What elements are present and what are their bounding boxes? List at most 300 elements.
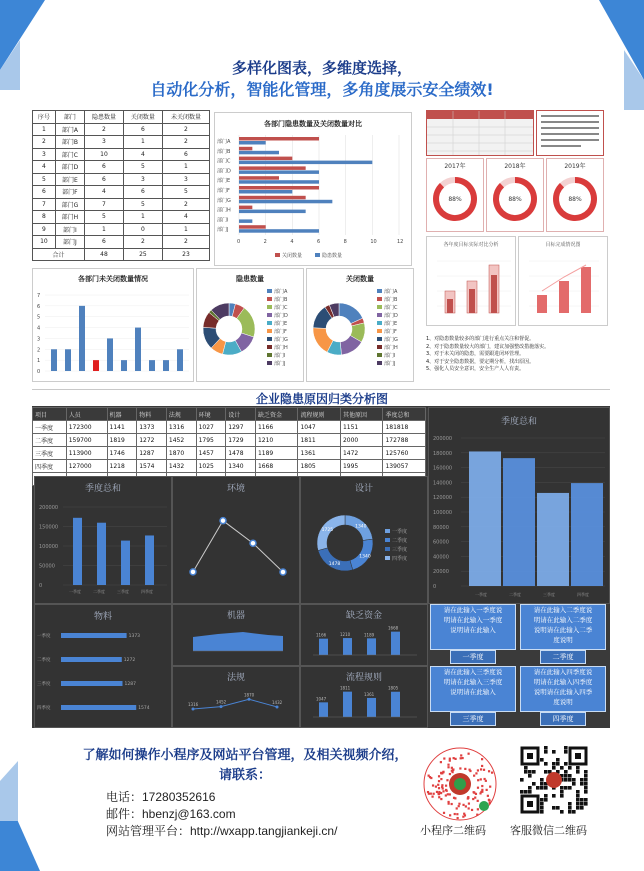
summary-cell: 1995: [340, 460, 382, 473]
summary-cell: 1811: [298, 434, 340, 447]
table-row: [33, 434, 426, 447]
year-card-percent: 88%: [508, 196, 522, 203]
qtotal-category: 四季度: [141, 589, 153, 594]
donut-legend-label: 部门B: [384, 297, 398, 303]
material-bar: [61, 633, 127, 638]
bar-comparison-category: 部门G: [217, 197, 231, 204]
completion-panel: [518, 236, 608, 326]
quarter-note-line: 说明请在此输入: [450, 626, 496, 634]
dept-cell: 6: [123, 123, 162, 136]
quarter-note-line: 请在此输入一季度说: [443, 606, 503, 614]
bar-comparison-category: 部门F: [217, 188, 230, 194]
quarter-note-box: [430, 666, 516, 712]
summary-cell: 三季度: [33, 447, 67, 460]
dept-cell: 部门D: [55, 161, 84, 174]
summary-cell: 1027: [196, 421, 226, 434]
hazard-bar: [239, 151, 279, 155]
donut-legend-label: 部门C: [384, 305, 398, 311]
dept-cell: 部门C: [55, 148, 84, 161]
dept-cell: 4: [84, 186, 123, 199]
dept-cell: 4: [33, 161, 56, 174]
material-value: 1373: [128, 634, 141, 639]
quarter-note-line: 请在此输入三季度说: [443, 668, 503, 676]
summary-cell: 1297: [226, 421, 256, 434]
material-bar: [61, 657, 122, 662]
quarter-note-line: 明请在此输入一季度: [443, 616, 503, 624]
quarter-button[interactable]: 四季度: [540, 712, 586, 726]
unclosed-tick: 0: [37, 369, 41, 375]
design-legend-swatch: [385, 529, 390, 533]
summary-cell: 1141: [107, 421, 137, 434]
table-row: [33, 460, 426, 473]
summary-cell: 1316: [166, 421, 196, 434]
bar-comparison-tick: 8: [343, 239, 347, 245]
tile-machine: [172, 604, 300, 666]
year-card: [546, 158, 604, 232]
quarter-button[interactable]: 二季度: [540, 650, 586, 664]
donut-legend-label: 部门C: [274, 305, 288, 311]
qtotal-tick: 200000: [39, 505, 59, 511]
rtotal-category: 四季度: [577, 592, 589, 597]
donut-hazard-title: 隐患数量: [236, 275, 264, 283]
law-value: 1432: [272, 699, 283, 705]
material-chart: [35, 621, 171, 727]
tile-quarter-total-title: 季度总和: [84, 484, 121, 494]
corner-decoration-bottom-left: [0, 761, 50, 871]
donut-legend-label: 部门J: [384, 361, 396, 367]
fund-bar: [319, 639, 328, 655]
dept-cell: 4: [123, 148, 162, 161]
hazard-bar: [239, 219, 252, 223]
donut-closed-chart: [307, 285, 413, 379]
dept-cell: 1: [84, 223, 123, 236]
closed-bar: [239, 186, 319, 190]
donut-legend-swatch: [267, 297, 272, 301]
process-bar: [319, 702, 328, 717]
donut-legend-label: 部门I: [384, 353, 396, 359]
dept-header-cell: 隐患数量: [84, 111, 123, 124]
quarter-note-line: 请在此输入四季度说: [533, 668, 593, 676]
summary-cell: 1166: [255, 421, 297, 434]
unclosed-bar: [177, 349, 183, 371]
bar-comparison-tick: 6: [317, 239, 321, 245]
design-legend-swatch: [385, 538, 390, 542]
donut-legend-label: 部门H: [274, 345, 288, 351]
quarter-note-line: 度说明: [553, 698, 573, 706]
unclosed-tick: 2: [37, 347, 41, 354]
design-legend-label: 二季度: [392, 538, 408, 544]
summary-cell: 1870: [166, 447, 196, 460]
dept-cell: 部门A: [55, 123, 84, 136]
summary-cell: 1047: [298, 421, 340, 434]
summary-cell: 1729: [226, 434, 256, 447]
donut-legend-swatch: [377, 305, 382, 309]
bullet-item: 3、对于未关闭的隐患，需要跟进闭环管理。: [426, 351, 525, 357]
material-value: 1574: [138, 706, 150, 711]
dept-cell: 6: [123, 186, 162, 199]
hazard-bar: [239, 170, 319, 174]
law-point: [220, 705, 223, 708]
tile-process: [300, 666, 428, 728]
machine-chart: [173, 619, 299, 665]
summary-header-cell: 季度总和: [383, 408, 426, 421]
quarter-note-box: [520, 666, 606, 712]
unclosed-bar: [65, 349, 71, 371]
tile-environment-title: 环境: [226, 484, 245, 494]
summary-cell: 1272: [137, 434, 167, 447]
year-card: [486, 158, 544, 232]
qtotal-category: 一季度: [69, 589, 81, 594]
dept-total-cell: 25: [123, 248, 162, 261]
mini-text-lines: [537, 111, 603, 155]
qtotal-tick: 100000: [39, 544, 59, 550]
quarter-button[interactable]: 一季度: [450, 650, 496, 664]
closed-bar: [239, 176, 279, 180]
law-point: [248, 698, 251, 701]
donut-legend-label: 部门J: [274, 361, 286, 367]
environment-point: [250, 540, 256, 546]
design-slice: [318, 548, 353, 571]
summary-header-cell: 缺乏资金: [255, 408, 297, 421]
unclosed-bar: [121, 360, 127, 371]
dept-header-cell: 未关闭数量: [162, 111, 209, 124]
donut-legend-swatch: [377, 289, 382, 293]
tile-material-title: 物料: [93, 612, 112, 622]
material-value: 1272: [123, 658, 136, 663]
bar-comparison-category: 部门C: [217, 158, 231, 165]
quarter-button[interactable]: 三季度: [450, 712, 496, 726]
bar-comparison-panel: [214, 112, 412, 266]
dept-cell: 3: [84, 136, 123, 149]
summary-cell: 1478: [226, 447, 256, 460]
donut-legend-label: 部门D: [274, 313, 288, 319]
summary-cell: 1151: [340, 421, 382, 434]
unclosed-chart: [33, 287, 193, 381]
unclosed-tick: 7: [37, 293, 41, 299]
dept-cell: 部门F: [55, 186, 84, 199]
tile-law: [172, 666, 300, 728]
unclosed-bar: [51, 349, 57, 371]
summary-header: [33, 408, 426, 421]
dept-cell: 0: [123, 223, 162, 236]
dept-cell: 6: [33, 186, 56, 199]
process-value: 1811: [340, 685, 351, 691]
summary-header-cell: 项目: [33, 408, 67, 421]
dept-cell: 6: [162, 148, 209, 161]
fund-chart: [301, 619, 427, 665]
donut-legend-label: 部门G: [274, 337, 288, 343]
closed-bar: [239, 157, 292, 161]
year-card-label: 2018年: [504, 163, 526, 170]
fund-value: 1189: [364, 632, 375, 638]
tile-environment: [172, 476, 300, 604]
tile-right-total: [428, 407, 610, 604]
table-row: [33, 236, 210, 249]
design-slice-label: 1340: [359, 554, 371, 560]
rtotal-category: 二季度: [509, 592, 521, 597]
rtotal-tick: 120000: [433, 495, 453, 502]
footer-line2: 请联系：: [218, 768, 271, 783]
dept-header-cell: 序号: [33, 111, 56, 124]
dept-cell: 3: [123, 173, 162, 186]
summary-cell: 159700: [66, 434, 107, 447]
unclosed-tick: 5: [37, 314, 41, 321]
quarter-total-chart: [35, 493, 171, 603]
tile-fund-title: 缺乏资金: [345, 611, 382, 621]
bar-comparison-category: 部门A: [217, 139, 231, 145]
summary-cell: 四季度: [33, 460, 67, 473]
quarter-note-box: [520, 604, 606, 650]
design-slice-label: 1478: [328, 562, 341, 568]
unclosed-bar: [107, 338, 113, 371]
donut-legend-label: 部门A: [384, 289, 398, 295]
design-legend-swatch: [385, 547, 390, 551]
tile-machine-title: 机器: [226, 611, 245, 621]
rtotal-tick: 60000: [433, 539, 449, 546]
rtotal-tick: 0: [433, 584, 437, 590]
environment-point: [280, 569, 286, 575]
unclosed-title: 各部门未关闭数量情况: [78, 275, 148, 283]
analysis-bullets: [426, 336, 616, 374]
design-legend-label: 三季度: [392, 547, 408, 553]
table-row: [33, 198, 210, 211]
material-category: 二季度: [37, 658, 51, 663]
bullet-item: 2、对于隐患数量较大的部门，建议加强整改措施落实。: [426, 343, 550, 350]
process-bar: [391, 692, 400, 717]
rtotal-bar: [503, 458, 535, 586]
qtotal-category: 二季度: [93, 589, 105, 594]
unclosed-bar: [149, 360, 155, 371]
dept-header-cell: 部门: [55, 111, 84, 124]
closed-bar: [239, 225, 266, 229]
summary-header-cell: 设计: [226, 408, 256, 421]
process-chart: [301, 681, 427, 727]
donut-legend-swatch: [377, 313, 382, 317]
tile-design: [300, 476, 428, 604]
dept-cell: 2: [33, 136, 56, 149]
summary-table: [32, 407, 426, 486]
process-bar: [367, 698, 376, 717]
summary-cell: 125760: [383, 447, 426, 460]
law-value: 1452: [216, 699, 227, 705]
dept-total-row: [33, 248, 210, 261]
table-row: [33, 186, 210, 199]
summary-cell: 1287: [137, 447, 167, 460]
year-card-label: 2017年: [444, 163, 466, 170]
mini-text-block: [536, 110, 604, 156]
donut-legend-label: 部门I: [274, 353, 286, 359]
headline-line2: 自动化分析，智能化管理，多角度展示安全绩效!: [150, 80, 494, 99]
contact-phone: 电话：17280352616: [106, 790, 216, 804]
table-row: [33, 211, 210, 224]
summary-header-cell: 人员: [66, 408, 107, 421]
donut-legend-swatch: [377, 361, 382, 365]
dept-cell: 7: [84, 198, 123, 211]
rtotal-category: 一季度: [475, 592, 487, 597]
dept-cell: 10: [84, 148, 123, 161]
material-category: 四季度: [37, 706, 51, 711]
summary-cell: 2000: [340, 434, 382, 447]
process-value: 1047: [316, 696, 327, 702]
unclosed-bar: [79, 306, 85, 371]
fund-bar: [391, 632, 400, 655]
qtotal-bar: [73, 518, 82, 585]
donut-legend-label: 部门F: [274, 329, 287, 335]
hazard-bar: [239, 210, 306, 214]
closed-bar: [239, 206, 252, 210]
donut-legend-swatch: [377, 353, 382, 357]
closed-bar: [239, 147, 252, 151]
summary-cell: 1189: [255, 447, 297, 460]
completion-bar-3: [581, 267, 591, 313]
rtotal-tick: 140000: [433, 480, 453, 487]
donut-legend-swatch: [267, 345, 272, 349]
dept-cell: 2: [123, 236, 162, 249]
dept-header-cell: 关闭数量: [123, 111, 162, 124]
mini-table: [426, 110, 534, 156]
rtotal-tick: 40000: [433, 554, 449, 561]
dept-cell: 4: [162, 211, 209, 224]
summary-cell: 1432: [166, 460, 196, 473]
mini-table-grid: [427, 111, 533, 155]
law-line: [193, 699, 277, 709]
tile-material: [34, 604, 172, 728]
summary-cell: 1746: [107, 447, 137, 460]
bar-comparison-chart: [215, 131, 411, 263]
quarter-note-line: 度说明: [553, 636, 573, 644]
rtotal-bar: [537, 493, 569, 586]
dept-table-panel: [32, 110, 212, 262]
rtotal-tick: 160000: [433, 465, 453, 472]
dept-cell: 1: [33, 123, 56, 136]
donut-legend-swatch: [267, 361, 272, 365]
dept-cell: 7: [33, 198, 56, 211]
qtotal-bar: [97, 523, 106, 585]
unclosed-tick: 4: [37, 325, 41, 332]
unclosed-bar: [163, 360, 169, 371]
dept-cell: 部门E: [55, 173, 84, 186]
summary-cell: 一季度: [33, 421, 67, 434]
material-category: 三季度: [37, 682, 51, 687]
donut-legend-label: 部门D: [384, 313, 398, 319]
contact-email[interactable]: 邮件：hbenzj@163.com: [106, 807, 236, 821]
bullet-item: 5、强化人员安全意识，安全生产人人有责。: [426, 366, 525, 372]
closed-bar: [239, 166, 306, 170]
dept-cell: 5: [84, 211, 123, 224]
bar-comparison-category: 部门D: [217, 168, 231, 175]
target-actual-chart: [427, 251, 515, 323]
fund-value: 1210: [340, 632, 351, 638]
hazard-bar: [239, 141, 266, 145]
tile-fund: [300, 604, 428, 666]
legend-hazard-swatch: [315, 253, 320, 257]
right-total-chart: [429, 424, 609, 602]
completion-chart: [519, 251, 607, 323]
dept-cell: 6: [84, 173, 123, 186]
completion-bar-2: [559, 281, 569, 313]
contact-site[interactable]: 网站管理平台：http://wxapp.tangjiankeji.cn/: [106, 824, 338, 838]
law-value: 1316: [188, 701, 199, 707]
unclosed-tick: 6: [37, 303, 41, 310]
summary-cell: 1472: [340, 447, 382, 460]
dept-cell: 9: [33, 223, 56, 236]
bar-comparison-tick: 4: [290, 239, 294, 245]
design-legend-label: 四季度: [392, 556, 408, 562]
summary-cell: 113900: [66, 447, 107, 460]
table-row: [33, 223, 210, 236]
dept-cell: 部门I: [55, 223, 84, 236]
summary-cell: 1210: [255, 434, 297, 447]
design-legend-label: 一季度: [392, 529, 408, 535]
rtotal-bar: [469, 451, 501, 586]
summary-cell: 1373: [137, 421, 167, 434]
table-row: [33, 148, 210, 161]
fund-value: 1668: [388, 625, 399, 631]
donut-legend-label: 部门G: [384, 337, 398, 343]
dept-cell: 部门G: [55, 198, 84, 211]
environment-point: [220, 518, 226, 524]
summary-cell: 1795: [196, 434, 226, 447]
donut-legend-swatch: [377, 329, 382, 333]
design-slice-label: 1725: [321, 528, 334, 534]
footer-line1: 了解如何操作小程序及网站平台管理，及相关视频介绍，: [82, 748, 408, 763]
mini-program-qr-caption: 小程序二维码: [420, 824, 486, 837]
bullet-item: 4、对于安全隐患数据，要定期分析，找出原因。: [426, 358, 535, 365]
dept-cell: 2: [162, 236, 209, 249]
completion-title: 目标完成情况图: [545, 242, 581, 248]
table-row: [33, 447, 426, 460]
bar-comparison-category: 部门J: [217, 227, 229, 234]
donut-legend-label: 部门F: [384, 329, 397, 335]
donut-legend-swatch: [267, 289, 272, 293]
summary-cell: 1457: [196, 447, 226, 460]
summary-header-cell: 环境: [196, 408, 226, 421]
donut-hazard-panel: [196, 268, 304, 382]
wechat-qr-caption: 客服微信二维码: [510, 824, 587, 837]
material-bar: [61, 681, 122, 686]
qtotal-tick: 50000: [39, 563, 55, 570]
summary-header-cell: 流程规则: [298, 408, 340, 421]
dept-cell: 5: [33, 173, 56, 186]
summary-cell: 1025: [196, 460, 226, 473]
qtotal-tick: 150000: [39, 524, 59, 531]
dept-cell: 部门J: [55, 236, 84, 249]
dept-cell: 2: [84, 123, 123, 136]
table-row: [33, 123, 210, 136]
target-actual-title: 各年度目标实际对比分析: [443, 242, 499, 248]
dept-table-header: [33, 111, 210, 124]
dept-total-cell: 合计: [33, 248, 85, 261]
hazard-bar: [239, 161, 372, 165]
material-category: 一季度: [37, 634, 51, 639]
material-bar: [61, 705, 136, 710]
dept-cell: 5: [123, 161, 162, 174]
dept-cell: 5: [123, 198, 162, 211]
summary-cell: 1819: [107, 434, 137, 447]
year-card-percent: 88%: [448, 196, 462, 203]
summary-cell: 172788: [383, 434, 426, 447]
rtotal-tick: 180000: [433, 450, 453, 457]
donut-closed-panel: [306, 268, 414, 382]
tile-process-title: 流程规则: [345, 673, 382, 683]
bar-comparison-category: 部门H: [217, 207, 231, 214]
fund-value: 1166: [316, 632, 327, 638]
dept-cell: 1: [162, 223, 209, 236]
summary-cell: 1805: [298, 460, 340, 473]
rtotal-tick: 80000: [433, 524, 449, 531]
qtotal-bar: [121, 541, 130, 585]
unclosed-tick: 3: [37, 336, 41, 343]
